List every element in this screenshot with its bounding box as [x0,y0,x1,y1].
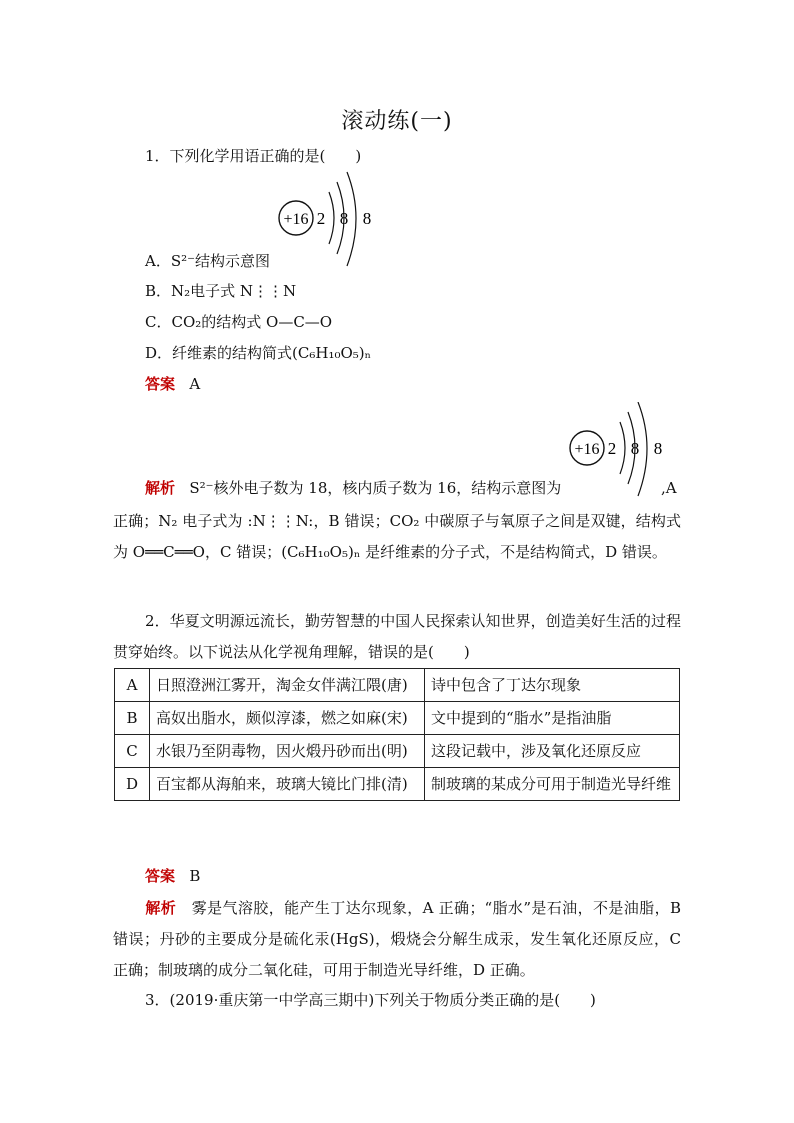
row-label: D [115,768,150,801]
shell-1-count: 2 [316,209,326,228]
shell-2-count: 8 [630,439,640,458]
nucleus-charge: +16 [283,211,309,228]
q1-option-d: D．纤维素的结构简式(C₆H₁₀O₅)ₙ [145,344,372,362]
row-poem: 日照澄洲江雾开，淘金女伴满江隈(唐) [150,669,425,702]
table-row [115,768,680,801]
q1-analysis-tail: ,A [661,479,677,497]
q2-answer: B [189,867,201,885]
row-poem: 水银乃至阴毒物，因火煅丹砂而出(明) [150,735,425,768]
shell-3-count: 8 [362,209,372,228]
q1-option-a: A．S²⁻结构示意图 [145,252,271,270]
analysis-label: 解析 [145,899,177,917]
q2-analysis [113,893,681,986]
q2-stem: 2．华夏文明源远流长，勤劳智慧的中国人民探索认知世界，创造美好生活的过程贯穿始终。以下说法从化学视角理解，错误的是( ) [113,612,681,661]
table-row [115,702,680,735]
q1-answer-line [145,374,200,394]
table-row [115,735,680,768]
q1-option-c: C．CO₂的结构式 O—C—O [145,313,333,331]
shell-1-count: 2 [607,439,617,458]
row-note: 这段记载中，涉及氧化还原反应 [425,735,680,768]
row-poem: 百宝都从海舶来，玻璃大镜比门排(清) [150,768,425,801]
q1-option-b: B．N₂电子式 N⋮⋮N [145,282,297,300]
q1-analysis-body: 正确；N₂ 电子式为 :N⋮⋮N:，B 错误；CO₂ 中碳原子与氧原子之间是双键，结构式为 O══C══O，C 错误；(C₆H₁₀O₅)ₙ 是纤维素的分子式，不是结构简式，D 错误。 [113,512,681,561]
atom-structure-diagram-1 [277,170,377,268]
q1-stem: 1．下列化学用语正确的是( ) [145,147,362,165]
row-note: 文中提到的“脂水”是指油脂 [425,702,680,735]
shell-3-count: 8 [653,439,663,458]
shell-2-count: 8 [339,209,349,228]
q1-analysis-start: S²⁻核外电子数为 18，核内质子数为 16，结构示意图为 [189,479,562,497]
q2-answer-line [145,866,200,886]
atom-structure-diagram-2 [568,402,668,500]
table-row [115,669,680,702]
answer-label: 答案 [145,867,176,885]
row-note: 制玻璃的某成分可用于制造光导纤维 [425,768,680,801]
q2-options-table [114,668,680,801]
row-poem: 高奴出脂水，颇似淳漆，燃之如麻(宋) [150,702,425,735]
row-label: C [115,735,150,768]
q3-stem: 3．(2019·重庆第一中学高三期中)下列关于物质分类正确的是( ) [145,991,596,1009]
q2-analysis-body: 雾是气溶胶，能产生丁达尔现象，A 正确；“脂水”是石油，不是油脂，B 错误；丹砂的主要成分是硫化汞(HgS)，煅烧会分解生成汞，发生氧化还原反应，C 正确；制玻璃的成分二氧化硅，可用于制造光导纤维，D 正确。 [113,899,681,979]
row-label: B [115,702,150,735]
row-label: A [115,669,150,702]
q1-answer: A [189,375,201,393]
answer-label: 答案 [145,375,176,393]
analysis-label: 解析 [145,479,176,497]
q1-analysis-line [145,478,561,498]
row-note: 诗中包含了丁达尔现象 [425,669,680,702]
page-title: 滚动练(一) [341,109,453,134]
nucleus-charge: +16 [574,441,600,458]
